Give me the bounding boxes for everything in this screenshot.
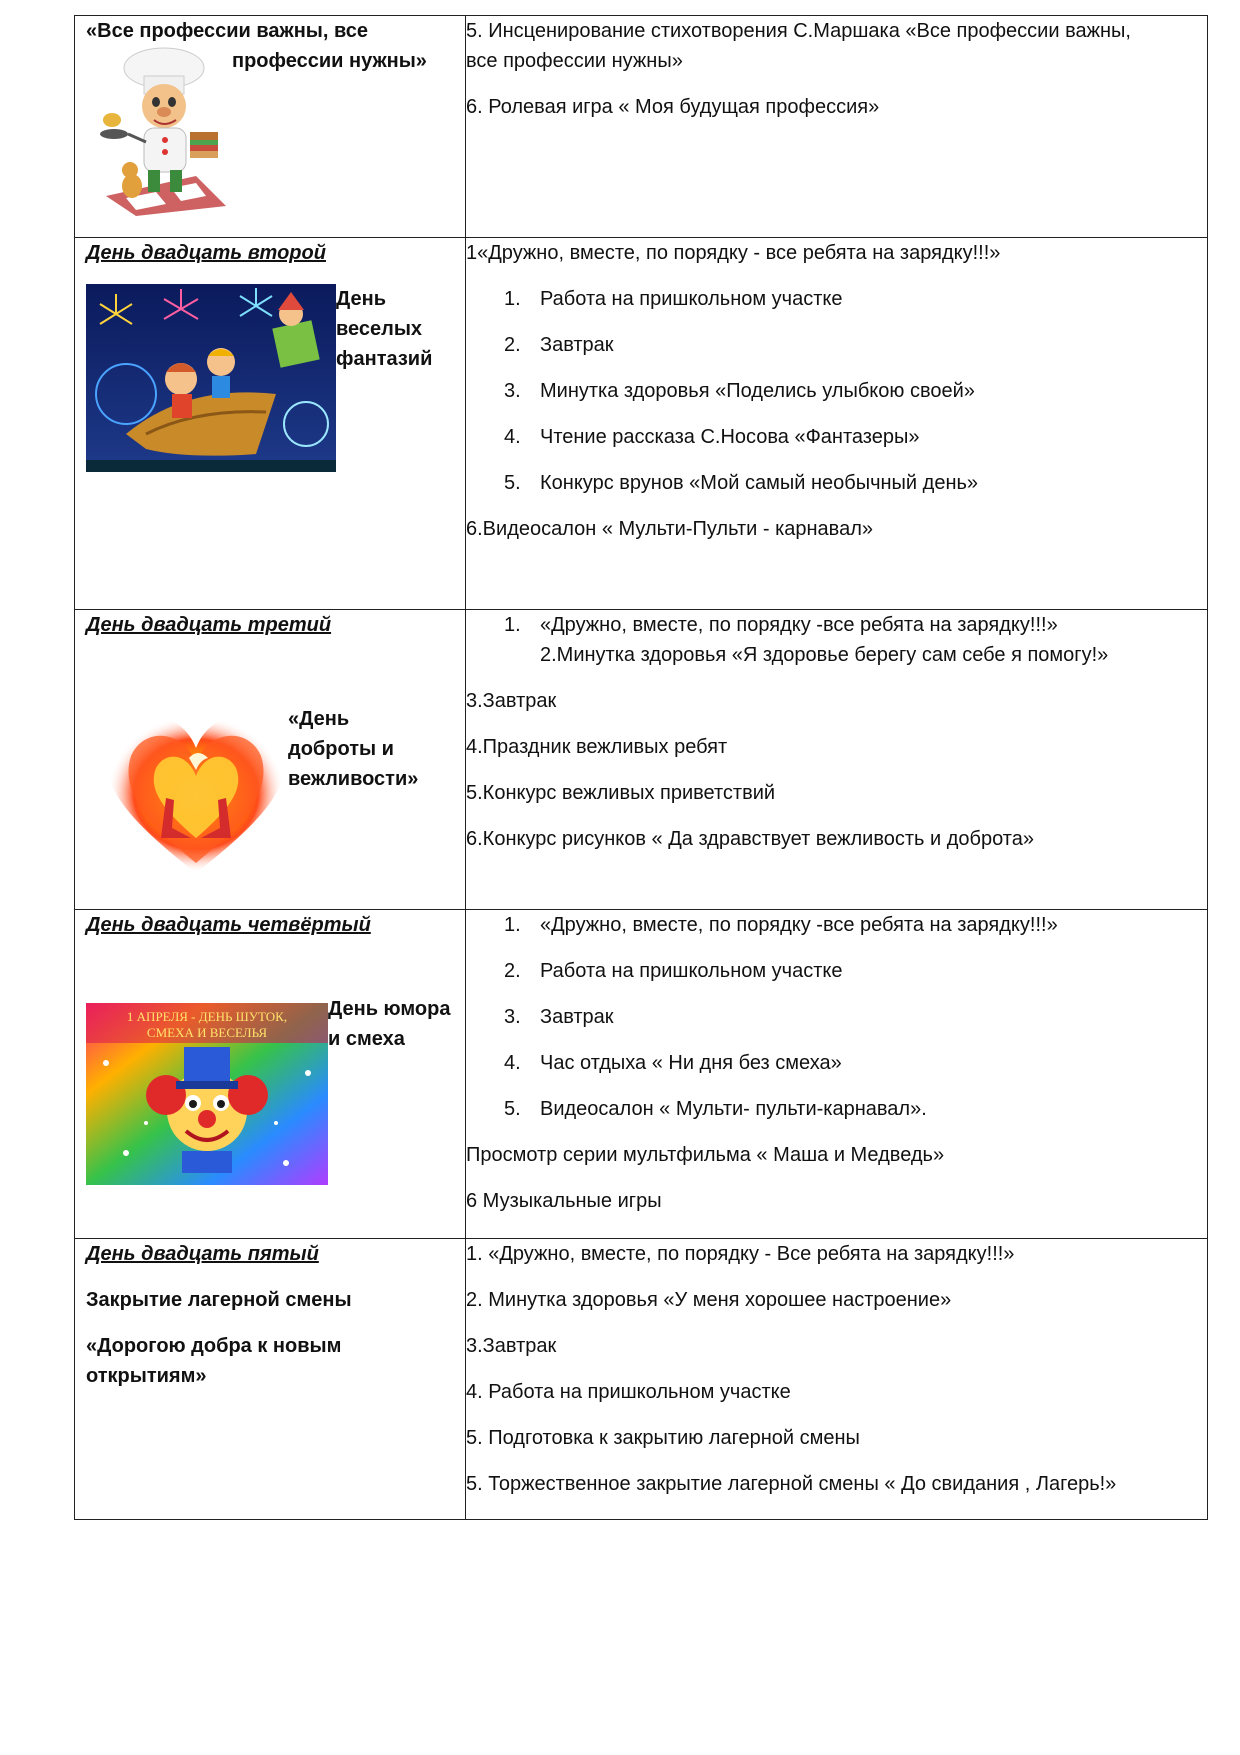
table-row — [75, 1239, 1208, 1520]
poster-text: СМЕХА И ВЕСЕЛЬЯ — [146, 1025, 268, 1040]
list-number: 5. — [504, 1098, 521, 1120]
list-item — [504, 284, 1207, 314]
list-number: 3. — [504, 380, 521, 402]
day-caption-line: вежливости» — [288, 768, 419, 790]
activity-line: 5.Конкурс вежливых приветствий — [466, 782, 776, 804]
row-activities-cell — [466, 238, 1208, 610]
list-number: 1. — [504, 614, 521, 636]
list-text: Минутка здоровья «Поделись улыбкою своей» — [540, 380, 975, 402]
activity-line: 4.Праздник вежливых ребят — [466, 736, 728, 758]
row-title-cell — [75, 1239, 466, 1520]
activity-line: 1. «Дружно, вместе, по порядку - Все ребята на зарядку!!!» — [466, 1243, 1015, 1265]
row-title-line: профессии нужны» — [232, 50, 427, 72]
activity-line: 1«Дружно, вместе, по порядку - все ребята на зарядку!!!» — [466, 242, 1001, 264]
day-caption-line: веселых — [336, 318, 423, 340]
list-number: 2. — [504, 960, 521, 982]
row-title-line: «Все профессии важны, все — [86, 20, 369, 42]
list-text: Завтрак — [540, 334, 614, 356]
day-motto-line: «Дорогою добра к новым — [86, 1335, 342, 1357]
day-caption-line: и смеха — [328, 1028, 405, 1050]
day-caption-line: «День — [288, 708, 350, 730]
activity-line: Просмотр серии мультфильма « Маша и Медведь» — [466, 1144, 945, 1166]
activity-line: 2.Минутка здоровья «Я здоровье берегу сам себе я помогу!» — [540, 644, 1109, 666]
row-title-cell — [75, 910, 466, 1239]
list-item — [504, 910, 1207, 940]
day-title: День двадцать третий — [86, 614, 332, 636]
list-number: 1. — [504, 288, 521, 310]
day-title: День двадцать второй — [86, 242, 326, 264]
list-text: Работа на пришкольном участке — [540, 960, 843, 982]
list-text: Видеосалон « Мульти- пульти-карнавал». — [540, 1098, 927, 1120]
list-text: Чтение рассказа С.Носова «Фантазеры» — [540, 426, 920, 448]
list-item — [466, 610, 1207, 640]
list-text: Завтрак — [540, 1006, 614, 1028]
row-title-cell — [75, 610, 466, 910]
list-number: 4. — [504, 426, 521, 448]
fantasy-kids-fireworks-icon — [86, 284, 336, 472]
row-activities-cell — [466, 16, 1208, 238]
list-number: 4. — [504, 1052, 521, 1074]
list-item — [504, 422, 1207, 452]
list-item — [504, 468, 1207, 498]
list-number: 2. — [504, 334, 521, 356]
day-caption-line: День юмора — [328, 998, 451, 1020]
list-number: 5. — [504, 472, 521, 494]
list-item — [504, 376, 1207, 406]
day-caption-line: День — [336, 288, 386, 310]
activity-line: 3.Завтрак — [466, 690, 557, 712]
row-activities-cell — [466, 1239, 1208, 1520]
chef-cartoon-icon — [86, 46, 232, 216]
activity-line: 6.Конкурс рисунков « Да здравствует вежливость и доброта» — [466, 828, 1034, 850]
poster-text: 1 АПРЕЛЯ - ДЕНЬ ШУТОК, — [126, 1009, 288, 1024]
activity-line: 5. Торжественное закрытие лагерной смены « До свидания , Лагерь!» — [466, 1473, 1117, 1495]
list-text: «Дружно, вместе, по порядку -все ребята на зарядку!!!» — [540, 914, 1058, 936]
list-text: Работа на пришкольном участке — [540, 288, 843, 310]
row-title-cell — [75, 238, 466, 610]
table-row — [75, 238, 1208, 610]
day-caption-line: доброты и — [288, 738, 394, 760]
schedule-table — [74, 15, 1208, 1520]
activity-line: 2. Минутка здоровья «У меня хорошее настроение» — [466, 1289, 952, 1311]
day-title: День двадцать пятый — [86, 1243, 319, 1265]
day-subtitle: Закрытие лагерной смены — [86, 1289, 352, 1311]
activity-line: 6.Видеосалон « Мульти-Пульти - карнавал» — [466, 518, 873, 540]
list-text: Час отдыха « Ни дня без смеха» — [540, 1052, 842, 1074]
row-activities-cell — [466, 910, 1208, 1239]
list-number: 3. — [504, 1006, 521, 1028]
list-item — [504, 1094, 1207, 1124]
table-row — [75, 16, 1208, 238]
activity-line: все профессии нужны» — [466, 50, 683, 72]
day-motto-line: открытиям» — [86, 1365, 207, 1387]
table-row — [75, 910, 1208, 1239]
table-row — [75, 610, 1208, 910]
activity-line: 5. Подготовка к закрытию лагерной смены — [466, 1427, 860, 1449]
day-title: День двадцать четвёртый — [86, 914, 371, 936]
activity-line: 3.Завтрак — [466, 1335, 557, 1357]
activity-line: 5. Инсценирование стихотворения С.Маршака «Все профессии важны, — [466, 20, 1131, 42]
list-text: Конкурс врунов «Мой самый необычный день» — [540, 472, 979, 494]
row-activities-cell — [466, 610, 1208, 910]
activity-line: 6 Музыкальные игры — [466, 1190, 662, 1212]
list-item — [504, 1002, 1207, 1032]
clown-poster-icon — [86, 1003, 328, 1185]
list-item — [504, 956, 1207, 986]
heart-hands-icon — [86, 688, 306, 888]
activity-line: 6. Ролевая игра « Моя будущая профессия» — [466, 96, 880, 118]
list-number: 1. — [504, 914, 521, 936]
list-text: «Дружно, вместе, по порядку -все ребята на зарядку!!!» — [540, 614, 1058, 636]
row-title-cell — [75, 16, 466, 238]
list-item — [504, 1048, 1207, 1078]
day-caption-line: фантазий — [336, 348, 433, 370]
list-item — [504, 330, 1207, 360]
activity-line: 4. Работа на пришкольном участке — [466, 1381, 791, 1403]
